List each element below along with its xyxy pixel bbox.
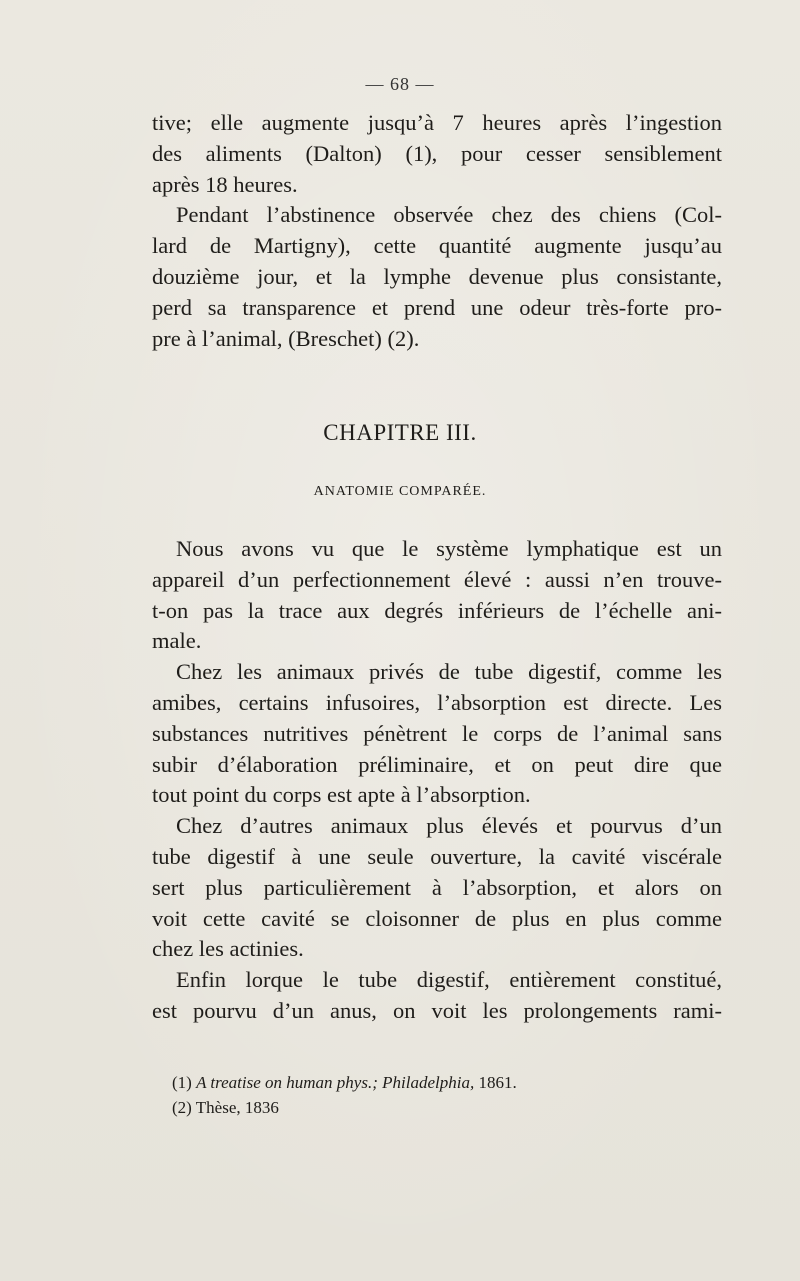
text-line: lard de Martigny), cette quantité augmente jusqu’au (152, 233, 722, 259)
text-line: male. (152, 628, 202, 654)
text-line: tive; elle augmente jusqu’à 7 heures après l’ingestion (152, 110, 722, 135)
footnote-year: 1861. (478, 1073, 517, 1092)
text-line: Enfin lorque le tube digestif, entièrement constitué, (176, 967, 722, 993)
text-line: tube digestif à une seule ouverture, la cavité viscérale (152, 843, 722, 869)
text-line: sert plus particulièrement à l’absorption, et alors on (152, 874, 722, 900)
text-line: Chez les animaux privés de tube digestif, comme les (176, 659, 722, 685)
footnote-title: A treatise on human phys.; Philadelphia, (196, 1073, 475, 1092)
text-line: perd sa transparence et prend une odeur très-forte pro- (152, 294, 722, 320)
text-line: des aliments (Dalton) (1), pour cesser sensiblement (152, 140, 722, 166)
page-number: — 68 — (365, 74, 435, 94)
footnote-number: (1) (172, 1073, 192, 1092)
footnotes (172, 1070, 732, 1120)
text-block-main (152, 534, 722, 1027)
text-line: Chez d’autres animaux plus élevés et pourvus d’un (176, 813, 722, 839)
chapter-title: CHAPITRE III. (323, 420, 477, 445)
text-line: subir d’élaboration préliminaire, et on peut dire que (152, 751, 722, 777)
text-line: appareil d’un perfectionnement élevé : aussi n’en trouve- (152, 566, 722, 592)
text-block-top (152, 108, 722, 354)
text-line: douzième jour, et la lymphe devenue plus consistante, (152, 263, 722, 289)
text-line: après 18 heures. (152, 171, 298, 197)
footnote-text: Thèse, 1836 (195, 1098, 279, 1117)
text-line: substances nutritives pénètrent le corps de l’animal sans (152, 720, 722, 746)
text-line: Nous avons vu que le système lymphatique est un (176, 536, 722, 561)
text-line: t-on pas la trace aux degrés inférieurs de l’échelle ani- (152, 597, 722, 623)
section-title: ANATOMIE COMPARÉE. (313, 484, 487, 499)
text-line: amibes, certains infusoires, l’absorption est directe. Les (152, 689, 722, 715)
text-line: pre à l’animal, (Breschet) (2). (152, 325, 420, 351)
footnote-1 (172, 1070, 732, 1095)
footnote-2 (172, 1095, 732, 1120)
text-line: Pendant l’abstinence observée chez des chiens (Col- (176, 202, 722, 228)
footnote-number: (2) (172, 1098, 192, 1117)
text-line: chez les actinies. (152, 936, 304, 962)
text-line: voit cette cavité se cloisonner de plus en plus comme (152, 905, 722, 931)
text-line: tout point du corps est apte à l’absorption. (152, 782, 531, 808)
text-line: est pourvu d’un anus, on voit les prolongements rami- (152, 997, 722, 1023)
